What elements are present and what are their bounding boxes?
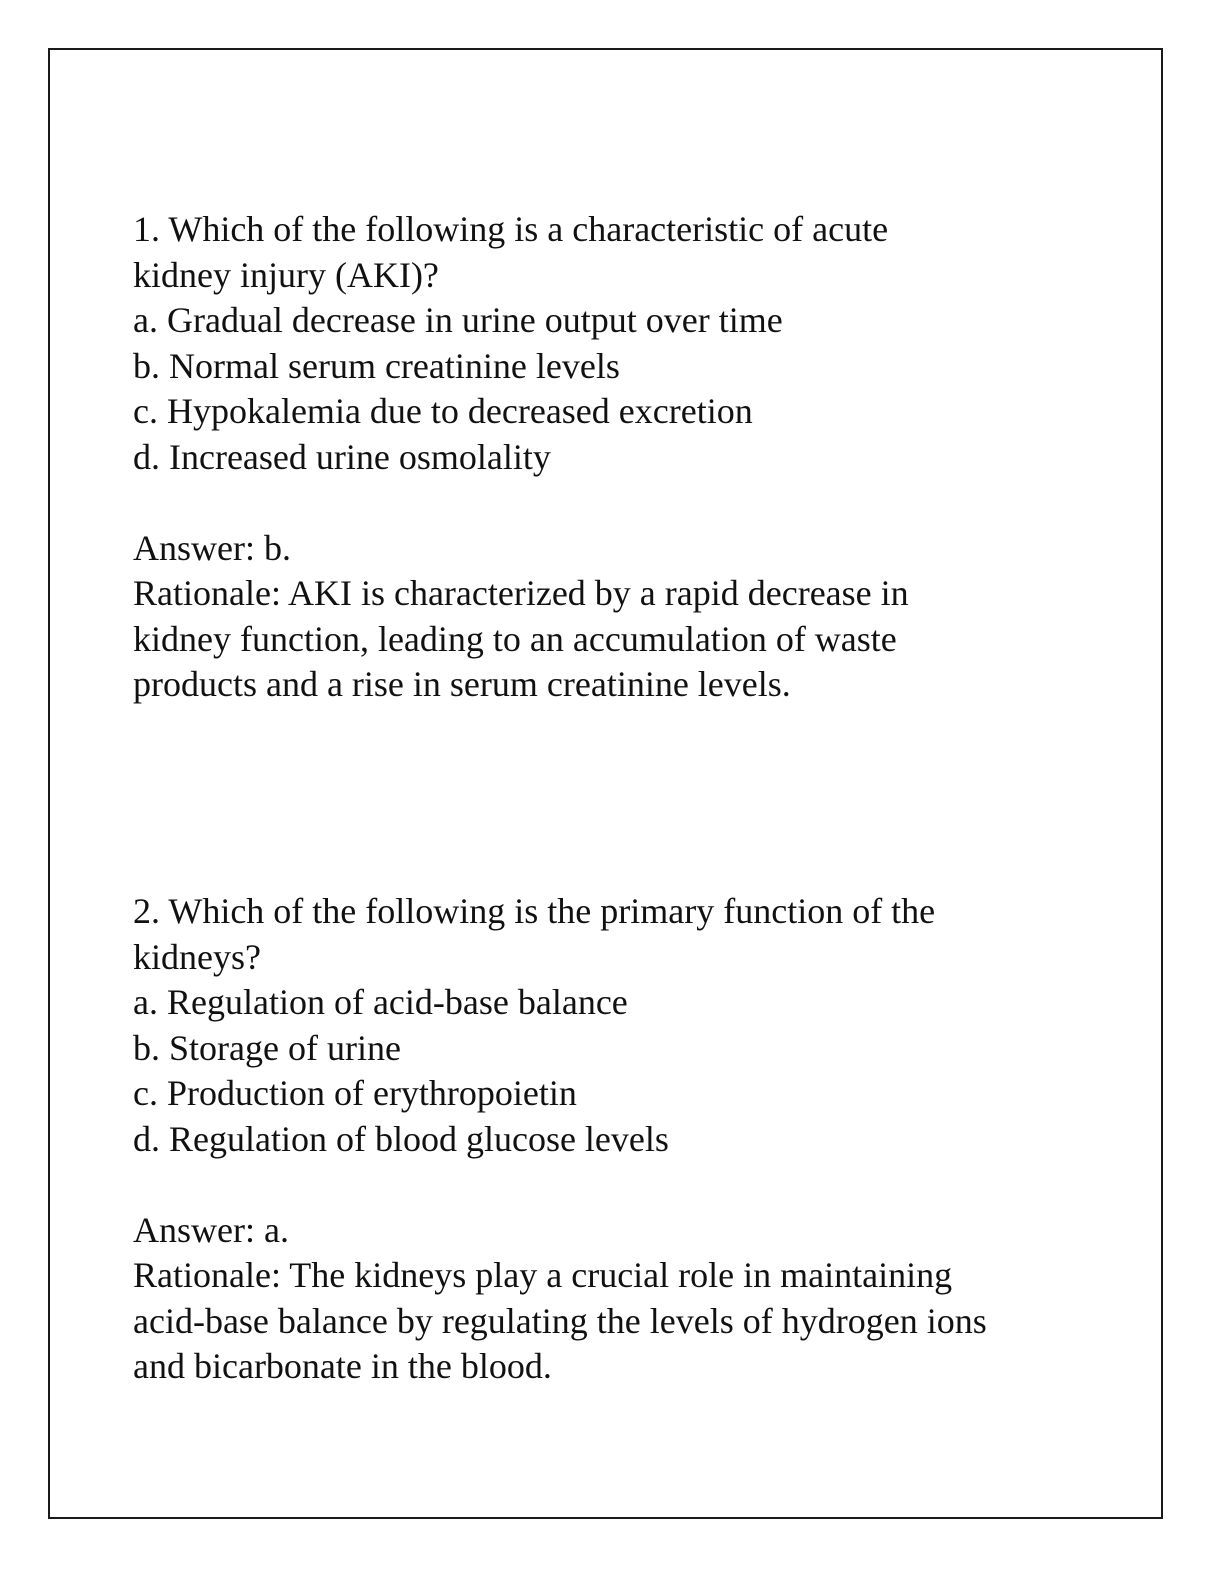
rationale-text: products and a rise in serum creatinine levels. bbox=[133, 664, 791, 704]
answer-option-b: b. Normal serum creatinine levels bbox=[133, 345, 620, 386]
question-stem: kidneys? bbox=[133, 936, 261, 977]
answer-option-a: a. Regulation of acid-base balance bbox=[133, 982, 628, 1022]
answer-key: Answer: b. bbox=[133, 527, 291, 568]
rationale-text: and bicarbonate in the blood. bbox=[133, 1346, 552, 1386]
question-1 bbox=[133, 207, 1093, 708]
rationale-text: Rationale: The kidneys play a crucial role in maintaining bbox=[133, 1255, 953, 1295]
question-stem: 2. Which of the following is the primary function of the bbox=[133, 891, 936, 931]
answer-option-d: d. Regulation of blood glucose levels bbox=[133, 1118, 669, 1159]
rationale-text: Rationale: AKI is characterized by a rapid decrease in bbox=[133, 573, 909, 613]
answer-option-c: c. Production of erythropoietin bbox=[133, 1073, 577, 1113]
answer-option-b: b. Storage of urine bbox=[133, 1027, 401, 1068]
answer-key: Answer: a. bbox=[133, 1209, 289, 1250]
answer-option-d: d. Increased urine osmolality bbox=[133, 436, 551, 477]
answer-option-c: c. Hypokalemia due to decreased excretion bbox=[133, 391, 753, 431]
question-stem: kidney injury (AKI)? bbox=[133, 254, 439, 295]
rationale-text: kidney function, leading to an accumulation of waste bbox=[133, 618, 897, 659]
spacer bbox=[133, 480, 1093, 526]
spacer bbox=[133, 1162, 1093, 1208]
rationale-text: acid-base balance by regulating the levels of hydrogen ions bbox=[133, 1300, 987, 1341]
question-2 bbox=[133, 889, 1093, 1390]
answer-option-a: a. Gradual decrease in urine output over time bbox=[133, 300, 783, 340]
question-stem: 1. Which of the following is a characteristic of acute bbox=[133, 209, 889, 249]
